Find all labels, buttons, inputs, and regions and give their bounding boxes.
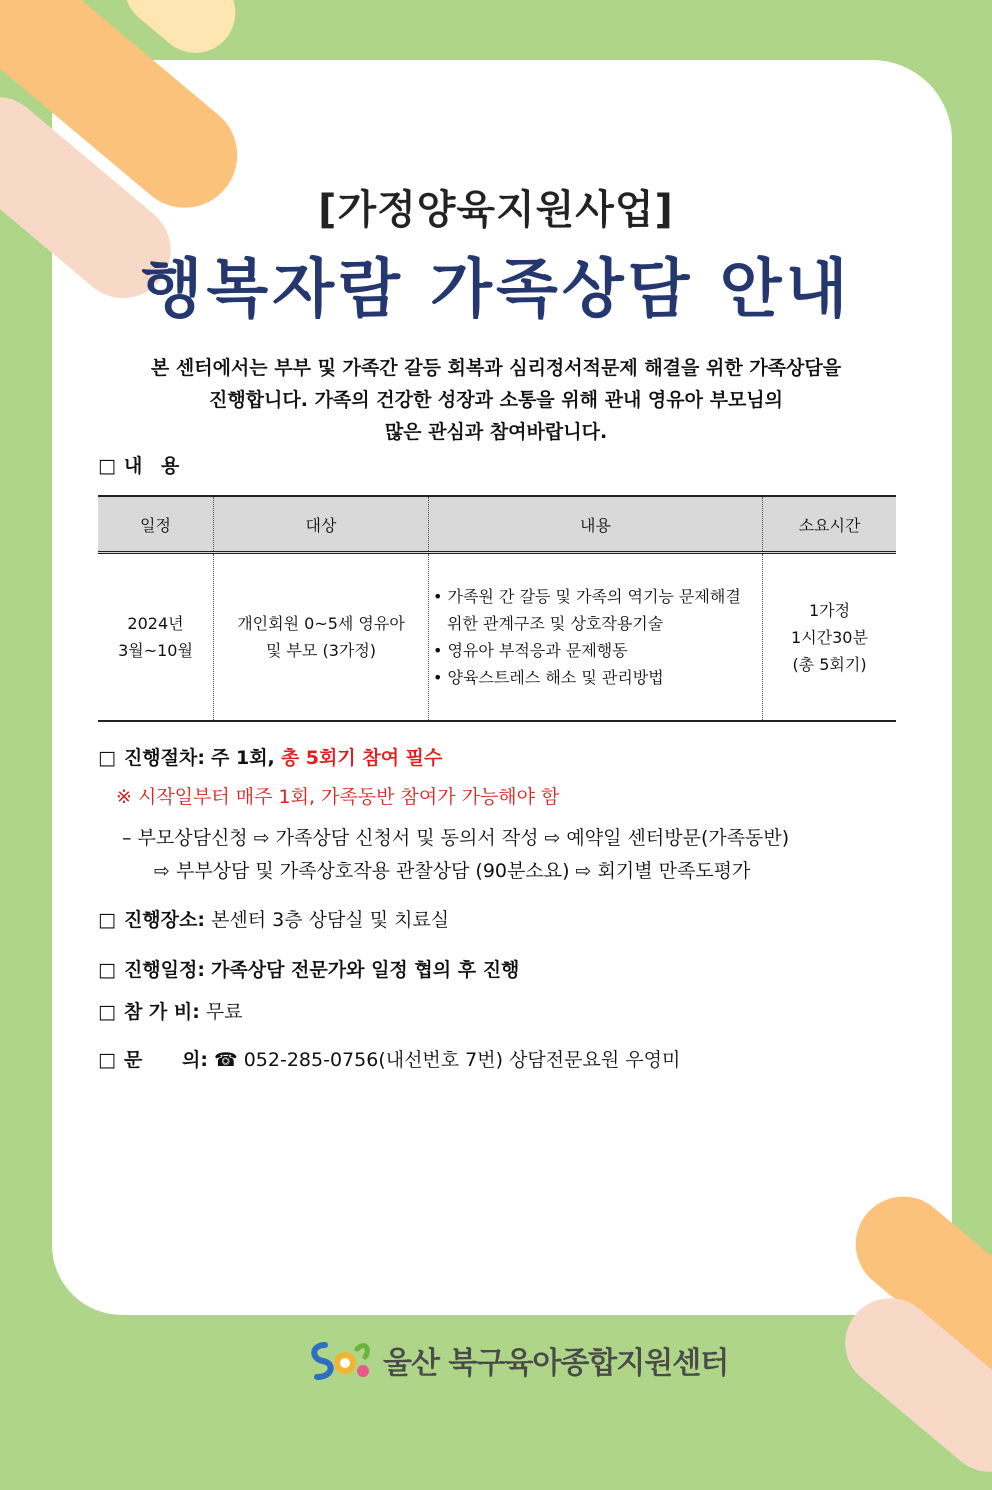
target-cell [214,553,429,722]
contact-label: 문 의: [123,1049,208,1071]
checkbox-icon: □ [98,747,116,769]
duration-cell [763,553,897,722]
content-section-heading [98,451,185,478]
flow-line: – 부모상담신청 ⇨ 가족상담 신청서 및 동의서 작성 ⇨ 예약일 센터방문(가족동반) [122,827,790,849]
content-bullet: • 양육스트레스 해소 및 관리방법 [433,668,664,687]
flow-line: ⇨ 부부상담 및 가족상호작용 관찰상담 (90분소요) ⇨ 회기별 만족도평가 [154,860,751,882]
procedure-highlight: 총 5회기 참여 필수 [280,747,443,769]
page-title: 행복자람 가족상담 안내 [140,253,852,327]
fee-label: 참 가 비: [123,1001,200,1023]
place-label: 진행장소: [123,909,205,931]
intro-line: 진행합니다. 가족의 건강한 성장과 소통을 위해 관내 영유아 부모님의 [208,389,784,411]
fee-row [98,997,243,1024]
center-logo-icon [305,1337,375,1383]
checkbox-icon: □ [98,455,116,477]
procedure-flow [122,822,789,888]
program-table [98,495,896,722]
cell-text: (총 5회기) [792,654,867,674]
schedule-row [98,955,519,982]
content-bullet: • 영유아 부적응과 문제행동 [433,641,628,660]
cell-text: 개인회원 0~5세 영유아 [237,614,405,633]
cell-text: 3월~10월 [118,641,193,660]
contact-value: 052-285-0756(내선번호 7번) 상담전문요원 우영미 [243,1049,681,1071]
organization-name: 울산 북구육아종합지원센터 [383,1346,729,1381]
cell-text: 2024년 [127,614,184,633]
cell-text: 1시간30분 [791,627,868,647]
table-header-row [98,496,896,553]
column-header: 소요시간 [763,496,897,553]
contents-cell [429,553,763,722]
content-bullet: • 가족원 간 갈등 및 가족의 역기능 문제해결 위한 관계구조 및 상호작용기술 [433,587,741,633]
column-header: 일정 [98,496,214,553]
procedure-note: ※ 시작일부터 매주 1회, 가족동반 참여가 가능해야 함 [116,786,560,808]
procedure-value: 주 1회, [211,747,275,769]
intro-text [100,352,892,448]
checkbox-icon: □ [98,959,116,981]
procedure-label: 진행절차: [123,747,205,769]
phone-icon: ☎ [214,1049,238,1071]
place-row [98,905,449,932]
place-value: 본센터 3층 상담실 및 치료실 [211,909,450,931]
intro-line: 많은 관심과 참여바랍니다. [384,421,608,443]
column-header: 내용 [429,496,763,553]
column-header: 대상 [214,496,429,553]
checkbox-icon: □ [98,1001,116,1023]
schedule-value: 가족상담 전문가와 일정 협의 후 진행 [211,959,520,981]
checkbox-icon: □ [98,1049,116,1071]
page-subtitle: [가정양육지원사업] [318,187,674,233]
footer [305,1336,728,1384]
procedure-heading [98,743,442,770]
table-row [98,553,896,722]
checkbox-icon: □ [98,909,116,931]
fee-value: 무료 [205,1001,243,1023]
contact-row [98,1045,680,1072]
schedule-label: 진행일정: [123,959,205,981]
cell-text: 1가정 [808,600,851,620]
section-label: 내 용 [123,455,186,477]
intro-line: 본 센터에서는 부부 및 가족간 갈등 회복과 심리정서적문제 해결을 위한 가족상담을 [150,357,842,379]
cell-text: 및 부모 (3가정) [265,641,377,660]
schedule-cell [98,553,214,722]
